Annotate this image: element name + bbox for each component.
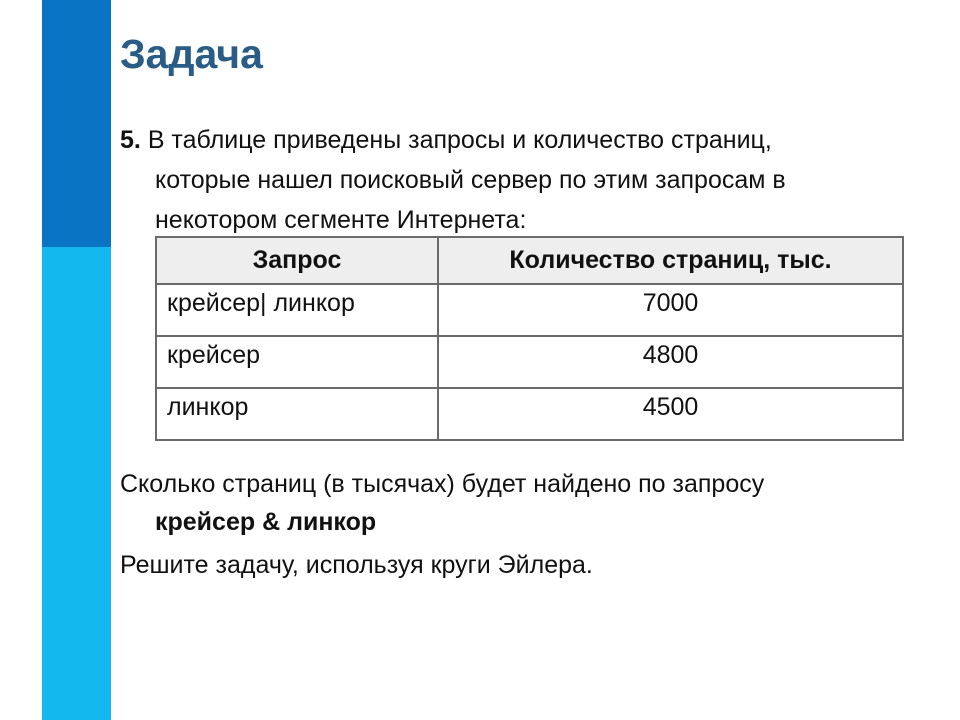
cell-query: крейсер| линкор xyxy=(156,284,438,336)
header-pages: Количество страниц, тыс. xyxy=(438,237,903,284)
table-row xyxy=(156,336,903,388)
question-query: крейсер & линкор xyxy=(155,508,377,536)
table-row xyxy=(156,388,903,440)
problem-statement xyxy=(120,120,920,240)
table-row xyxy=(156,284,903,336)
table-header-row xyxy=(156,237,903,284)
problem-line-3: некотором сегменте Интернета: xyxy=(155,206,527,234)
question-text: Сколько страниц (в тысячах) будет найдено по запросу xyxy=(120,470,765,498)
question-block xyxy=(120,465,920,541)
cell-pages: 7000 xyxy=(438,284,903,336)
instruction-text: Решите задачу, используя круги Эйлера. xyxy=(120,551,593,579)
cell-pages: 4500 xyxy=(438,388,903,440)
problem-number: 5. xyxy=(120,126,141,154)
slide-title: Задача xyxy=(120,31,263,77)
header-query: Запрос xyxy=(156,237,438,284)
accent-bar-dark xyxy=(42,0,111,247)
accent-bar-light xyxy=(42,247,111,720)
cell-pages: 4800 xyxy=(438,336,903,388)
cell-query: крейсер xyxy=(156,336,438,388)
query-table xyxy=(155,236,904,441)
problem-line-2: которые нашел поисковый сервер по этим запросам в xyxy=(155,166,786,194)
problem-line-1: В таблице приведены запросы и количество страниц, xyxy=(147,126,772,154)
cell-query: линкор xyxy=(156,388,438,440)
